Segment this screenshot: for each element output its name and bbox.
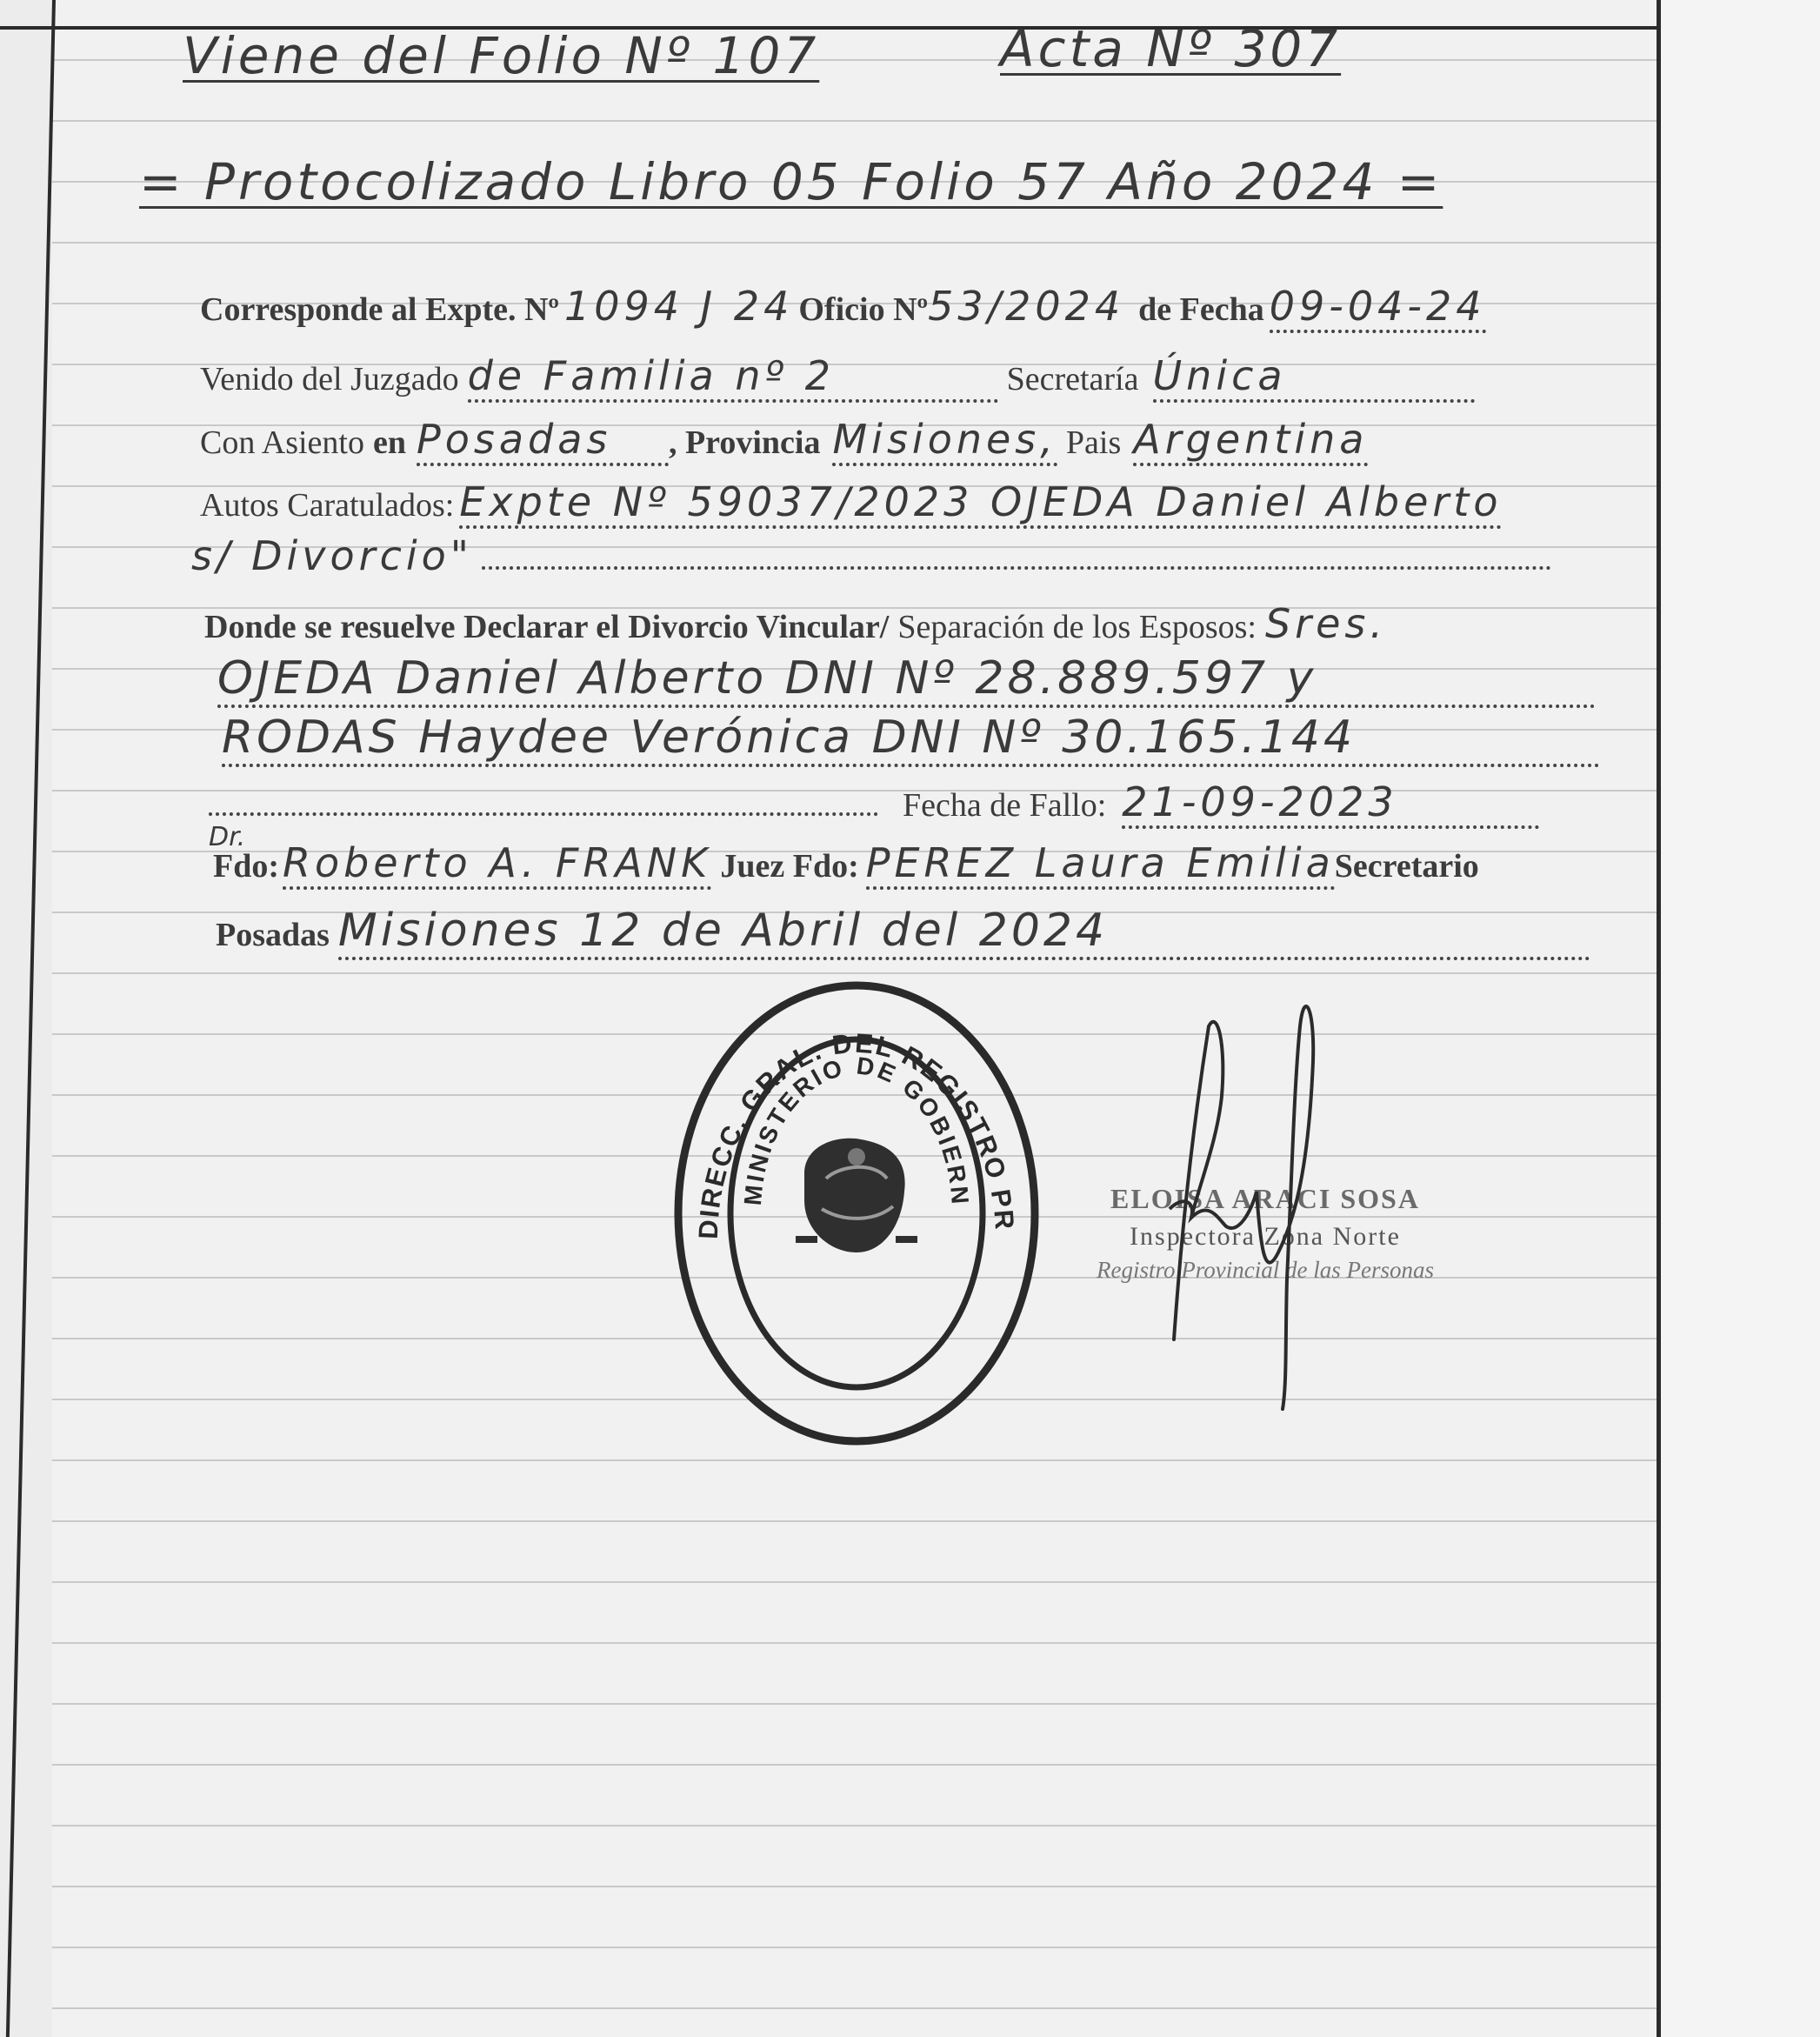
fecha-label: de Fecha bbox=[1138, 291, 1264, 328]
asiento-label-2: en bbox=[372, 424, 406, 461]
posadas-row bbox=[216, 905, 1590, 960]
expte-row bbox=[200, 283, 1486, 333]
right-margin bbox=[1661, 0, 1820, 2037]
fdo-label: Fdo: bbox=[213, 848, 279, 885]
fallo-row bbox=[209, 778, 1539, 829]
fdo-row bbox=[213, 839, 1479, 890]
dr-prefix: Dr. bbox=[209, 822, 246, 852]
acta-number: Acta Nº 307 bbox=[1000, 19, 1342, 78]
pais-label: Pais bbox=[1065, 424, 1122, 461]
secretaria-label: Secretaría bbox=[1006, 361, 1139, 397]
resuelve-row bbox=[204, 600, 1387, 647]
signatory-title: Inspectora Zona Norte bbox=[1130, 1222, 1401, 1251]
autos-value-1: Expte Nº 59037/2023 OJEDA Daniel Alberto bbox=[459, 478, 1502, 529]
resuelve-label: Separación de los Esposos: bbox=[897, 609, 1257, 645]
fallo-label: Fecha de Fallo: bbox=[903, 787, 1107, 824]
autos-row-2 bbox=[191, 532, 1551, 579]
fdo-sec-value: PEREZ Laura Emilia bbox=[866, 839, 1335, 890]
esposo-value: OJEDA Daniel Alberto DNI Nº 28.889.597 y bbox=[217, 652, 1596, 708]
protocolizado-line: = Protocolizado Libro 05 Folio 57 Año 2024 = bbox=[139, 152, 1443, 211]
autos-label: Autos Caratulados: bbox=[200, 487, 455, 524]
oficio-label: Oficio Nº bbox=[798, 291, 929, 328]
coat-of-arms-icon bbox=[796, 1139, 917, 1252]
secretaria-value: Única bbox=[1153, 352, 1475, 403]
esposo-row bbox=[217, 652, 1596, 708]
stamp-graphic bbox=[665, 978, 1048, 1448]
resuelve-value: Sres. bbox=[1264, 600, 1387, 647]
viene-folio: Viene del Folio Nº 107 bbox=[183, 26, 820, 85]
signatory-name: ELOISA ARACI SOSA bbox=[1110, 1183, 1420, 1214]
fdo-juez-value: Roberto A. FRANK bbox=[283, 839, 711, 890]
expte-value: 1094 J 24 bbox=[563, 283, 794, 330]
esposa-row bbox=[222, 711, 1600, 767]
stamp-inner-text: MINISTERIO DE GOBIERN bbox=[738, 1052, 975, 1208]
expte-label: Corresponde al Expte. Nº bbox=[200, 291, 559, 328]
fecha-value: 09-04-24 bbox=[1270, 283, 1486, 333]
esposa-value: RODAS Haydee Verónica DNI Nº 30.165.144 bbox=[222, 711, 1600, 767]
juzgado-label: Venido del Juzgado bbox=[200, 361, 459, 397]
autos-dots bbox=[482, 566, 1551, 570]
fallo-value: 21-09-2023 bbox=[1122, 778, 1539, 829]
asiento-label-1: Con Asiento bbox=[200, 424, 364, 461]
handwritten-signature bbox=[1157, 992, 1348, 1418]
pais-value: Argentina bbox=[1133, 416, 1368, 466]
stamp-outer-text: DIRECC. GRAL. DEL REGISTRO PR bbox=[692, 1027, 1021, 1240]
asiento-row bbox=[200, 416, 1368, 466]
autos-value-2: s/ Divorcio" bbox=[191, 532, 473, 579]
signatory-office: Registro Provincial de las Personas bbox=[1097, 1257, 1434, 1283]
provincia-value: Misiones, bbox=[832, 416, 1057, 466]
posadas-label: Posadas bbox=[216, 917, 330, 953]
juez-label: Juez Fdo: bbox=[720, 848, 859, 885]
secretario-label: Secretario bbox=[1334, 848, 1479, 885]
asiento-value: Posadas bbox=[417, 416, 669, 466]
signature-graphic bbox=[1157, 992, 1348, 1418]
autos-row bbox=[200, 478, 1502, 529]
left-margin bbox=[0, 0, 52, 2037]
fallo-dots bbox=[209, 812, 878, 816]
juzgado-value: de Familia nº 2 bbox=[468, 352, 998, 403]
posadas-value: Misiones 12 de Abril del 2024 bbox=[338, 905, 1590, 960]
oficio-value: 53/2024 bbox=[928, 283, 1125, 330]
provincia-label: , Provincia bbox=[668, 424, 821, 461]
resuelve-label-b: Donde se resuelve Declarar el Divorcio Vincular/ bbox=[204, 609, 890, 645]
juzgado-row bbox=[200, 352, 1475, 403]
official-stamp bbox=[665, 978, 1048, 1448]
